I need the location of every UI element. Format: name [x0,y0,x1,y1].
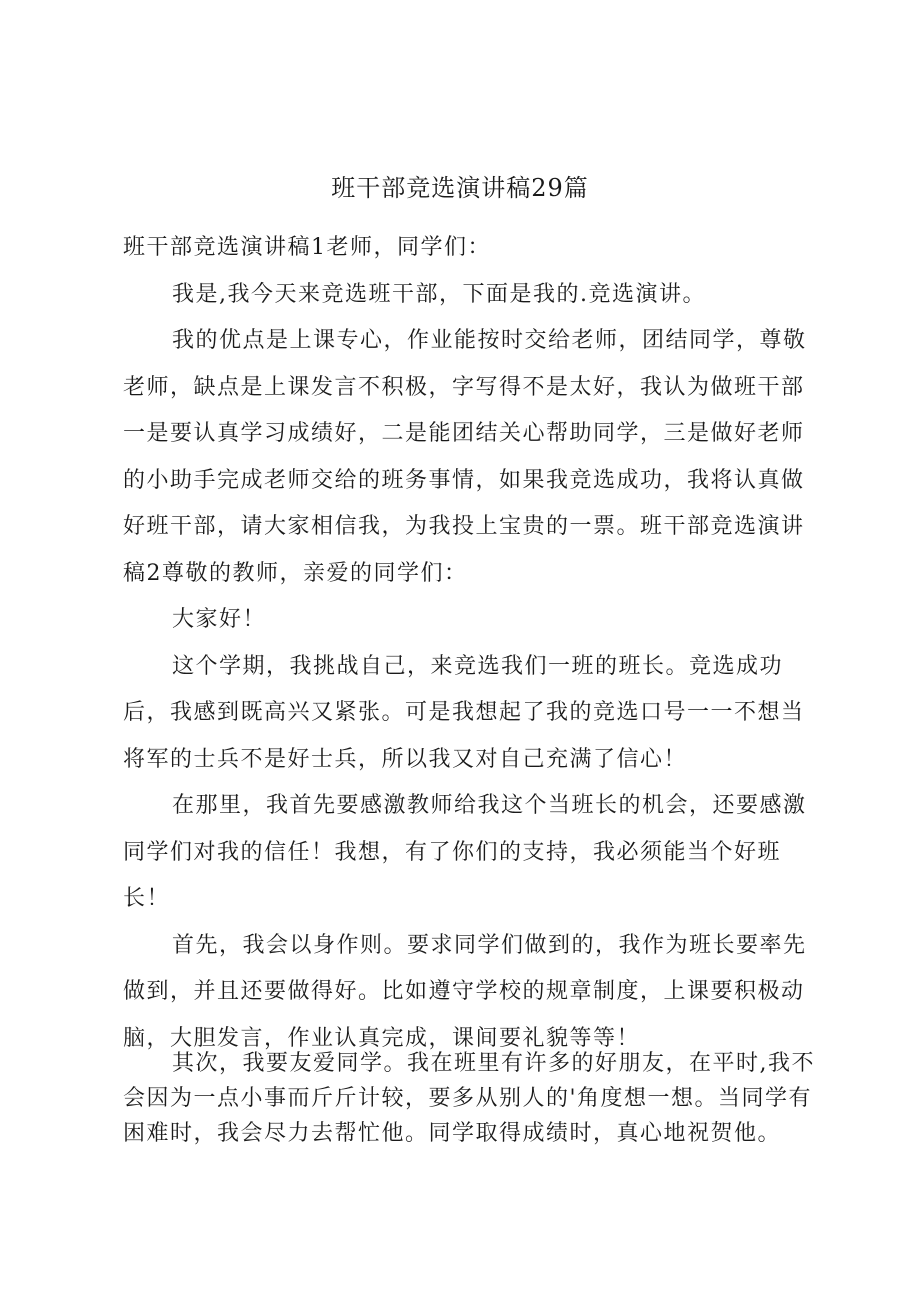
paragraph-2: 我是,我今天来竞选班干部，下面是我的.竞选演讲。 [172,281,706,307]
paragraph-1: 班干部竞选演讲稿1老师，同学们： [123,235,491,260]
paragraph-6: 在那里，我首先要感激教师给我这个当班长的机会，还要感激同学们对我的信任！我想，有了你们的支持，我必须能当个好班长！ [123,793,807,911]
document-title: 班干部竞选演讲稿29篇 [331,174,589,202]
paragraph-7: 首先，我会以身作则。要求同学们做到的，我作为班长要率先做到，并且还要做得好。比如遵守学校的规章制度，上课要积极动脑，大胆发言，作业认真完成，课间要礼貌等等！ [123,932,807,1051]
paragraph-5: 这个学期，我挑战自己，来竞选我们一班的班长。竞选成功后，我感到既高兴又紧张。可是我想起了我的竞选口号一一不想当将军的士兵不是好士兵，所以我又对自己充满了信心！ [123,653,805,772]
document-body-continued [123,1046,823,1151]
paragraph-3: 我的优点是上课专心，作业能按时交给老师，团结同学，尊敬老师，缺点是上课发言不积极，字写得不是太好，我认为做班干部一是要认真学习成绩好，二是能团结关心帮助同学，三是做好老师的小助手完成老师交给的班务事情，如果我竞选成功，我将认真做好班干部，请大家相信我，为我投上宝贵的一票。班干部竞选演讲稿2尊敬的教师，亲爱的同学们： [123,328,807,586]
document-body [123,225,823,1062]
paragraph-8: 其次，我要友爱同学。我在班里有许多的好朋友，在平时,我不会因为一点小事而斤斤计较，要多从别人的'角度想一想。当同学有困难时，我会尽力去帮忙他。同学取得成绩时，真心地祝贺他。 [123,1051,815,1146]
paragraph-4: 大家好！ [172,607,267,632]
